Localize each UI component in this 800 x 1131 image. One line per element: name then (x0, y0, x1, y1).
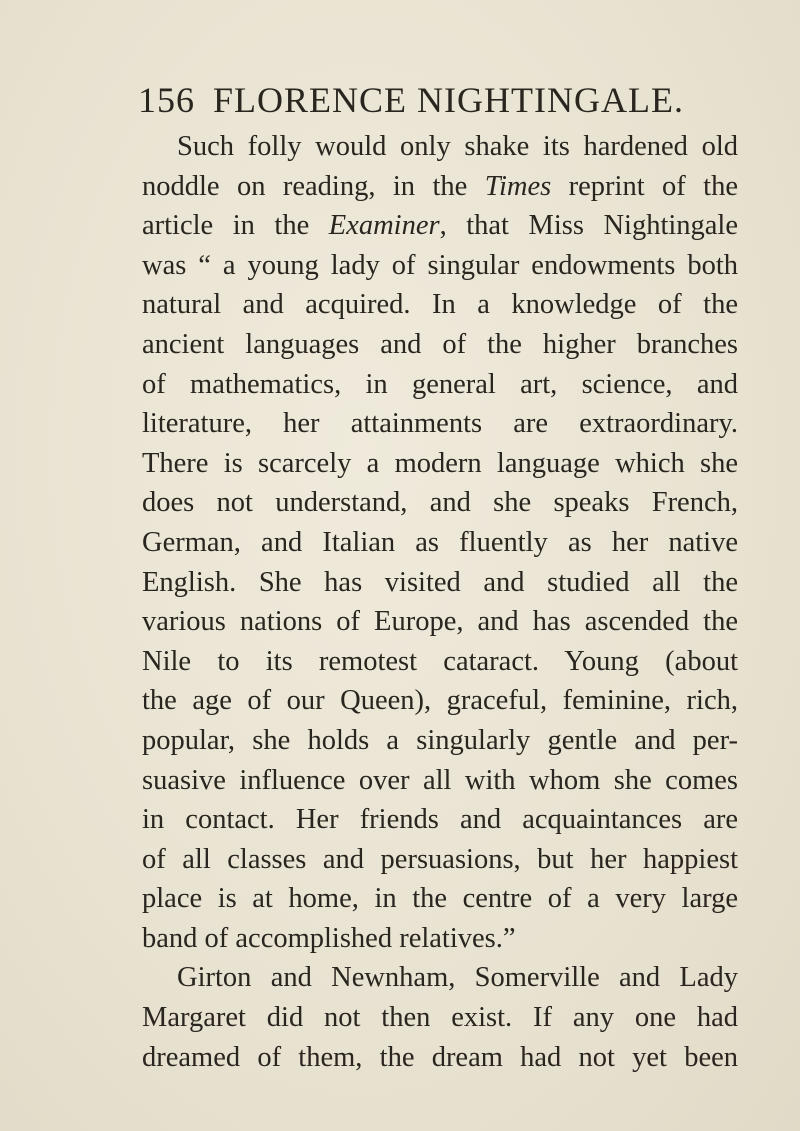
text-segment: reprint of the (551, 170, 738, 202)
text-line: suasive influence over all with whom she comes (142, 764, 738, 796)
text-line: Such folly would only shake its hardened old (177, 131, 738, 162)
text-line: was “ a young lady of singular endowments both (142, 249, 738, 281)
text-line: popular, she holds a singularly gentle and per- (142, 724, 738, 756)
text-segment: noddle on reading, in the (142, 170, 485, 202)
text-line: English. She has visited and studied all the (142, 566, 738, 598)
running-header (138, 78, 738, 122)
italic-title-examiner: Examiner (328, 210, 440, 242)
text-line: Girton and Newnham, Somerville and Lady (177, 962, 738, 994)
text-line (142, 206, 738, 246)
text-line: does not understand, and she speaks French, (142, 487, 738, 519)
text-line: of mathematics, in general art, science, and (142, 368, 738, 400)
text-line (142, 167, 738, 207)
text-segment: article in the (142, 210, 329, 242)
italic-title-times: Times (484, 170, 552, 202)
body-text (142, 127, 738, 1077)
text-line: various nations of Europe, and has ascended the (142, 606, 738, 638)
text-line: band of accomplished relatives.” (142, 922, 516, 954)
page-number: 156 (138, 80, 195, 120)
running-title: FLORENCE NIGHTINGALE. (213, 80, 684, 120)
text-line: Nile to its remotest cataract. Young (about (142, 645, 738, 677)
text-line: natural and acquired. In a knowledge of the (142, 289, 738, 321)
text-line: of all classes and persuasions, but her happiest (142, 843, 738, 875)
text-line: ancient languages and of the higher branches (142, 328, 738, 360)
text-line: German, and Italian as fluently as her native (142, 526, 738, 558)
text-line: dreamed of them, the dream had not yet been (142, 1041, 738, 1073)
text-segment: , that Miss Nightingale (439, 210, 739, 242)
text-line: the age of our Queen), graceful, feminine, rich, (142, 685, 738, 717)
text-line: place is at home, in the centre of a very large (142, 883, 738, 915)
text-line: literature, her attainments are extraordinary. (142, 408, 738, 440)
text-line: There is scarcely a modern language which she (142, 447, 738, 479)
text-line: Margaret did not then exist. If any one had (142, 1002, 738, 1034)
text-line: in contact. Her friends and acquaintances are (142, 804, 738, 836)
